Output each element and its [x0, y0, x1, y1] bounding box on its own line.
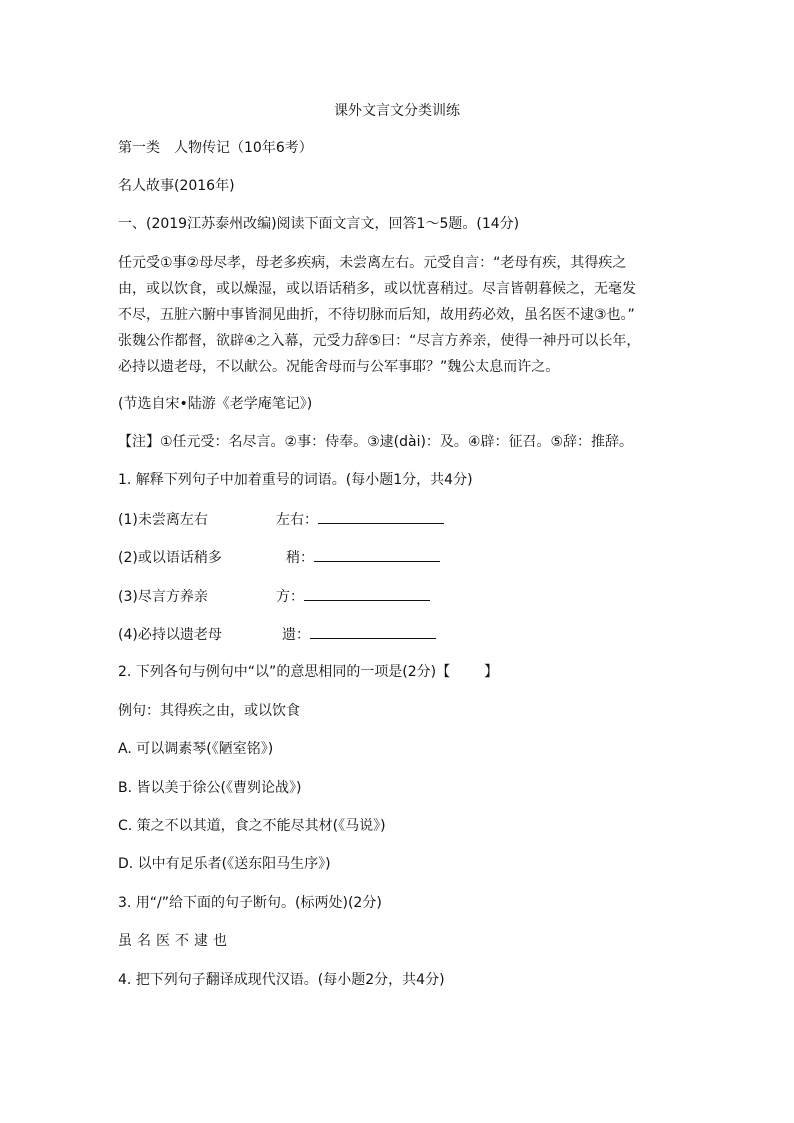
item-sentence: (2)或以语话稍多 — [118, 550, 222, 566]
question-1-item — [118, 624, 436, 645]
item-sentence: (1)未尝离左右 — [118, 512, 208, 528]
subcategory-heading: 名人故事(2016年) — [118, 178, 235, 194]
item-sentence: (3)尽言方养亲 — [118, 589, 208, 605]
question-2-stem — [118, 662, 498, 682]
item-word: 左右： — [276, 512, 318, 528]
option-b: B. 皆以美于徐公(《曹刿论战》) — [118, 780, 302, 796]
passage-line: 由，或以饮食，或以燥湿，或以语话稍多，或以忧喜稍过。尽言皆朝暮候之，无毫发 — [118, 281, 636, 297]
question-1-item — [118, 586, 430, 607]
item-word: 稍： — [286, 550, 314, 566]
item-word: 方： — [276, 589, 304, 605]
question-3-stem: 3. 用“/”给下面的句子断句。(标两处)(2分) — [118, 895, 382, 911]
answer-blank[interactable] — [318, 509, 444, 524]
question-2-example: 例句：其得疾之由，或以饮食 — [118, 703, 300, 719]
answer-blank[interactable] — [304, 586, 430, 601]
passage-line: 任元受①事②母尽孝，母老多疾病，未尝离左右。元受自言：“老母有疾，其得疾之 — [118, 255, 627, 271]
answer-blank[interactable] — [310, 624, 436, 639]
passage-line: 张魏公作都督，欲辟④之入幕，元受力辞⑤曰：“尽言方养亲，使得一神丹可以长年， — [118, 333, 641, 349]
annotation-note: 【注】①任元受：名尽言。②事：侍奉。③逮(dài)：及。④辟：征召。⑤辞：推辞。 — [118, 434, 634, 450]
passage-line: 不尽，五脏六腑中事皆洞见曲折，不待切脉而后知，故用药必效，虽名医不逮③也。” — [118, 307, 635, 323]
category-heading: 第一类 人物传记（10年6考） — [118, 140, 313, 156]
passage-source: (节选自宋•陆游《老学庵笔记》) — [118, 396, 313, 412]
question-3-sentence: 虽名医不逮也 — [118, 933, 232, 949]
option-d: D. 以中有足乐者(《送东阳马生序》) — [118, 856, 331, 872]
question-1-stem: 1. 解释下列句子中加着重号的词语。(每小题1分，共4分) — [118, 472, 473, 488]
question-2-stem-end: 】 — [484, 664, 499, 680]
question-2-stem-text: 2. 下列各句与例句中“以”的意思相同的一项是(2分)【 — [118, 664, 451, 680]
option-a: A. 可以调素琴(《陋室铭》) — [118, 741, 274, 757]
item-word: 遗： — [282, 627, 310, 643]
passage-line: 必持以遗老母，不以献公。况能舍母而与公军事耶？”魏公太息而许之。 — [118, 359, 560, 375]
answer-blank[interactable] — [314, 547, 440, 562]
question-1-item — [118, 509, 444, 530]
document-title: 课外文言文分类训练 — [334, 103, 460, 119]
question-4-stem: 4. 把下列句子翻译成现代汉语。(每小题2分，共4分) — [118, 972, 445, 988]
option-c: C. 策之不以其道，食之不能尽其材(《马说》) — [118, 818, 386, 834]
item-sentence: (4)必持以遗老母 — [118, 627, 222, 643]
question-1-item — [118, 547, 440, 568]
section-intro: 一、(2019江苏泰州改编)阅读下面文言文，回答1～5题。(14分) — [118, 216, 520, 232]
